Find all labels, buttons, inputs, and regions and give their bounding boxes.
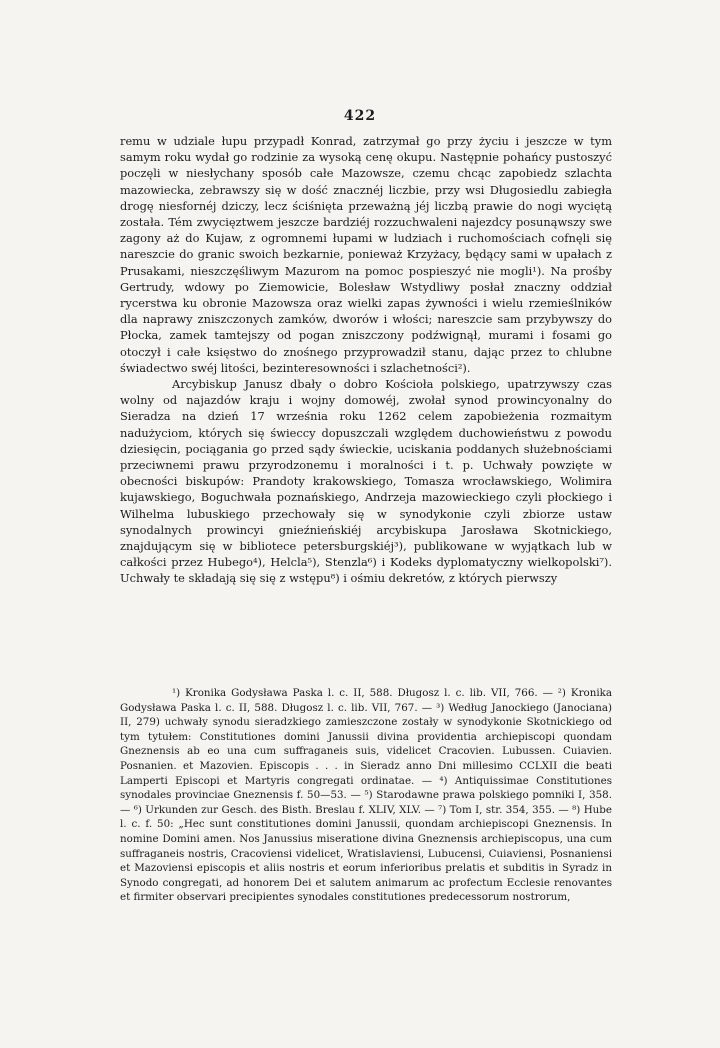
paragraph-2: Arcybiskup Janusz dbały o dobro Kościoła polskiego, upatrzywszy czas wolny od najazdów kraju i wojny domowéj, zwołał synod prowincyonalny do Sieradza na dzień 17 września roku 1262 celem zapobieżenia rozmaitym nadużyciom, których się świeccy dopuszczali względem duchowieństwu z powodu dziesięcin, pociągania go przed sądy świeckie, uciskania poddanych służebnościami przeciwnemi prawu przyrodzonemu i moralności i t. p. Uchwały powzięte w obecności biskupów: Prandoty krakowskiego, Tomasza wrocławskiego, Wolimira kujawskiego, Boguchwała poznańskiego, Andrzeja mazowieckiego czyli płockiego i Wilhelma lubuskiego przechowały się w synodykonie czyli zbiorze ustaw synodalnych prowincyi gnieźnieńskiéj arcybiskupa Jarosława Skotnickiego, znajdującym się w bibliotece petersburgskiéj³), publikowane w wyjątkach lub w całkości przez Hubego⁴), Helcla⁵), Stenzla⁶) i Kodeks dyplomatyczny wielkopolski⁷). Uchwały te składają się się z wstępu⁸) i ośmiu dekretów, z których pierwszy <box>120 377 612 586</box>
paragraph-1: remu w udziale łupu przypadł Konrad, zatrzymał go przy życiu i jeszcze w tym samym roku wydał go rodzinie za wysoką cenę okupu. Następnie pohańcy pustoszyć poczęli w niesłychany sposób całe Mazowsze, czemu chcąc zapobiedz szlachta mazowiecka, zebrawszy się w dość znacznéj liczbie, przy wsi Długosiedlu zabiegła drogę niesfornéj dziczy, lecz ściśnięta przeważną jéj liczbą prawie do nogi wyciętą została. Tém zwycięztwem jeszcze bardziéj rozzuchwaleni najezdcy posunąwszy swe zagony aż do Kujaw, z ogromnemi łupami w ludziach i ruchomościach cofnęli się nareszcie do granic swoich bezkarnie, ponieważ Krzyżacy, będący sami w upałach z Prusakami, nieszczęśliwym Mazurom na pomoc pospieszyć nie mogli¹). Na prośby Gertrudy, wdowy po Ziemowicie, Bolesław Wstydliwy posłał znaczny oddział rycerstwa ku obronie Mazowsza oraz wielki zapas żywności i wielu rzemieślników dla naprawy zniszczonych zamków, dworów i włości; nareszcie sam przybywszy do Płocka, zamek tamtejszy od pogan zniszczony podźwignął, murami i fosami go otoczył i całe księstwo do znośnego przyprowadził stanu, dając przez to chlubne świadectwo swéj litości, bezinteresowności i szlachetności²). <box>120 134 612 375</box>
main-text <box>120 133 612 587</box>
footnotes <box>120 686 612 905</box>
page-number: 422 <box>343 108 377 124</box>
footnote-text: ¹) Kronika Godysława Paska l. c. II, 588. Długosz l. c. lib. VII, 766. — ²) Kronika Godysława Paska l. c. II, 588. Długosz l. c. lib. VII, 767. — ³) Według Janockiego (Janociana) II, 279) uchwały synodu sieradzkiego zamieszczone zostały w synodykonie Skotnickiego od tym tytułem: Constitutiones domini Janussii divina providentia archiepiscopi quondam Gneznensis ab eo una cum suffraganeis suis, videlicet Cracovien. Lubussen. Cuiavien. Posnanien. et Mazovien. Episcopis . . . in Sieradz anno Dni millesimo CCLXII die beati Lamperti Episcopi et Martyris congregati ordinatae. — ⁴) Antiquissimae Constitutiones synodales provinciae Gneznensis f. 50—53. — ⁵) Starodawne prawa polskiego pomniki I, 358. — ⁶) Urkunden zur Gesch. des Bisth. Breslau f. XLIV, XLV. — ⁷) Tom I, str. 354, 355. — ⁸) Hube l. c. f. 50: „Hec sunt constitutiones domini Janussii, quondam archiepiscopi Gneznensis. In nomine Domini amen. Nos Janussius miseratione divina Gneznensis archiepiscopus, una cum suffraganeis nostris, Cracoviensi videlicet, Wratislaviensi, Lubucensi, Cuiaviensi, Posnaniensi et Mazoviensi episcopis et aliis nostris et eorum inferioribus prelatis et subditis in Syradz in Synodo congregati, ad honorem Dei et salutem animarum ac profectum Ecclesie renovantes et firmiter observari precipientes synodales constitutiones predecessorum nostrorum, <box>120 687 612 904</box>
